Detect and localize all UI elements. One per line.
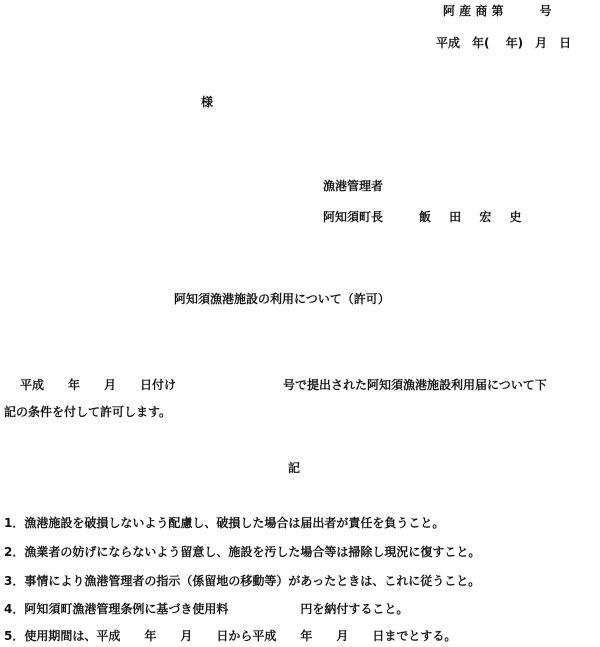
body-line-1-right: 号で提出された阿知須漁港施設利用届について下 [283,378,547,392]
body-line-1-left: 平成 年 月 日付け [20,378,177,392]
condition-item-2: 2．漁業者の妨げにならないよう留意し、施設を汚した場合等は掃除し現況に復すこと。 [4,545,481,559]
condition-item-3: 3．事情により漁港管理者の指示（係留地の移動等）があったときは、これに従うこと。 [4,574,481,588]
sender-position: 阿知須町長 [323,210,384,224]
condition-item-1: 1．漁港施設を破損しないよう配慮し、破損した場合は届出者が責任を負うこと。 [4,516,445,530]
sender-title: 漁港管理者 [323,179,384,193]
subject-heading: 阿知須漁港施設の利用について（許可） [174,292,390,306]
body-line-2: 記の条件を付して許可します。 [4,405,172,419]
issue-date: 平成 年( 年) 月 日 [436,36,572,50]
condition-item-4: 4．阿知須町漁港管理条例に基づき使用料 円を納付すること。 [4,602,409,616]
sender-name: 飯 田 宏 史 [419,210,529,224]
condition-item-5: 5．使用期間は、平成 年 月 日から平成 年 月 日までとする。 [4,629,457,643]
note-heading: 記 [288,461,301,475]
addressee-honorific: 様 [201,95,214,109]
document-number: 阿 産 商 第 号 [443,4,552,18]
